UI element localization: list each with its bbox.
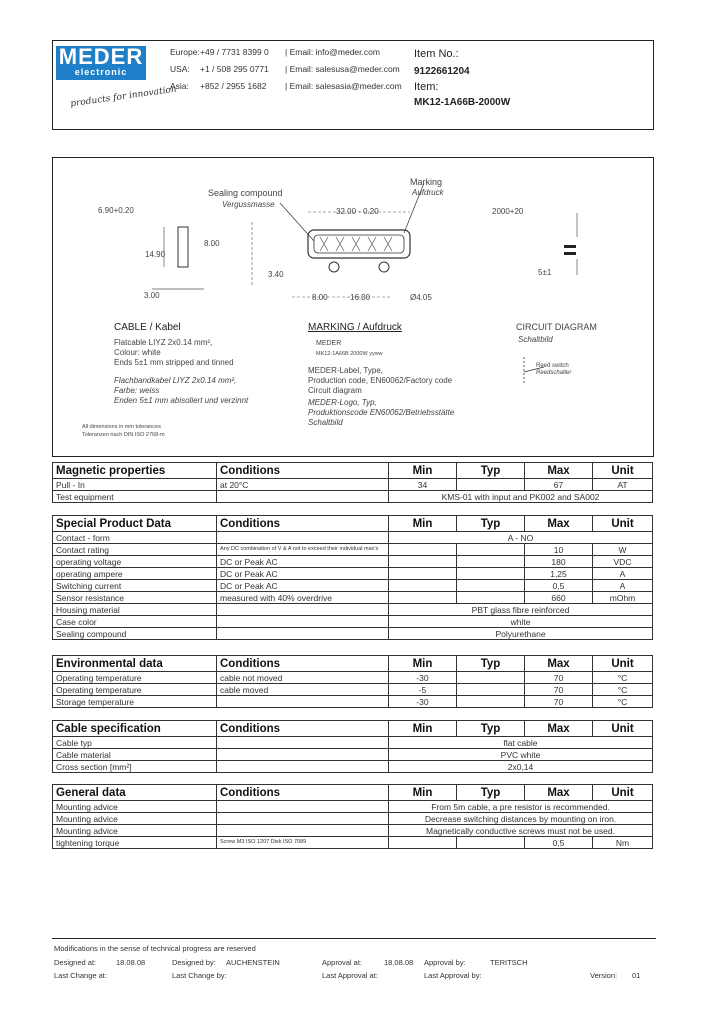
column-header: Conditions — [217, 721, 389, 737]
cell-typ — [457, 580, 525, 592]
contact-europe-email[interactable]: | Email: info@meder.com — [285, 47, 380, 57]
table-row — [53, 491, 653, 503]
cell-conditions — [217, 491, 389, 503]
cell-unit: VDC — [593, 556, 653, 568]
cell-conditions: DC or Peak AC — [217, 580, 389, 592]
column-header: Min — [389, 721, 457, 737]
contact-usa-phone: +1 / 508 295 0771 — [200, 64, 269, 74]
cell-max: 70 — [525, 696, 593, 708]
table-row — [53, 604, 653, 616]
table-row — [53, 813, 653, 825]
mounting-hole-left — [329, 262, 339, 272]
table-row — [53, 556, 653, 568]
table-row — [53, 749, 653, 761]
table-header-row — [53, 721, 653, 737]
label-vergussmasse: Vergussmasse — [222, 200, 275, 209]
cell-min: -5 — [389, 684, 457, 696]
dim-8-00-h: 8.00 — [312, 293, 328, 302]
column-header: Conditions — [217, 656, 389, 672]
version-label: Version: — [590, 971, 618, 980]
table-header-row — [53, 785, 653, 801]
column-header: Min — [389, 516, 457, 532]
tagline: products for innovation — [69, 84, 178, 110]
cell-unit: mOhm — [593, 592, 653, 604]
row-label: operating ampere — [53, 568, 217, 580]
row-label: operating voltage — [53, 556, 217, 568]
cell-max: 0,5 — [525, 837, 593, 849]
cell-unit: A — [593, 580, 653, 592]
cell-unit: Nm — [593, 837, 653, 849]
table-row — [53, 544, 653, 556]
cell-max: 180 — [525, 556, 593, 568]
table-row — [53, 580, 653, 592]
dim-16-00: 16.00 — [350, 293, 371, 302]
marking-line-de-2: Produktionscode EN60062/Betriebsstätte — [308, 408, 455, 417]
label-sealing-compound: Sealing compound — [208, 188, 283, 198]
cell-max: 70 — [525, 672, 593, 684]
cable-line-de-2: Farbe: weiss — [114, 386, 160, 395]
cell-conditions: measured with 40% overdrive — [217, 592, 389, 604]
column-header: Unit — [593, 516, 653, 532]
dim-32-00: 32.00 - 0.20 — [336, 207, 379, 216]
designed-by-label: Designed by: — [172, 958, 216, 967]
contact-usa-region: USA: — [170, 64, 190, 74]
cell-conditions — [217, 825, 389, 837]
column-header: Conditions — [217, 785, 389, 801]
reed-switch-label: Reed switch — [536, 363, 569, 369]
drawing-note-1: All dimensions in mm tolerances — [82, 424, 161, 430]
side-view-body — [178, 227, 188, 267]
table-row — [53, 616, 653, 628]
column-header: Conditions — [217, 516, 389, 532]
cell-value-span: 2x0,14 — [389, 761, 653, 773]
table-title: Special Product Data — [53, 516, 217, 532]
table-row — [53, 801, 653, 813]
table-title: Environmental data — [53, 656, 217, 672]
cell-conditions — [217, 749, 389, 761]
table-row — [53, 672, 653, 684]
marking-line-2: Production code, EN60062/Factory code — [308, 376, 453, 385]
cell-conditions: DC or Peak AC — [217, 556, 389, 568]
table-row — [53, 592, 653, 604]
contact-europe-phone: +49 / 7731 8399 0 — [200, 47, 269, 57]
cell-typ — [457, 556, 525, 568]
leader-line — [280, 203, 314, 241]
contact-asia-region: Asia: — [170, 81, 189, 91]
cell-min: 34 — [389, 479, 457, 491]
column-header: Max — [525, 656, 593, 672]
cable-line-de-3: Enden 5±1 mm abisoliert und verzinnt — [114, 396, 249, 405]
cell-min — [389, 580, 457, 592]
spec-table — [52, 720, 653, 773]
table-row — [53, 737, 653, 749]
table-header-row — [53, 463, 653, 479]
marking-sample-2: MK12-1A66B 2000W yyww — [316, 351, 383, 357]
cell-min — [389, 592, 457, 604]
column-header: Min — [389, 785, 457, 801]
cell-max: 10 — [525, 544, 593, 556]
cell-value-span: Polyurethane — [389, 628, 653, 640]
cable-line-2: Colour: white — [114, 348, 161, 357]
meder-logo — [56, 46, 146, 80]
row-label: Cable material — [53, 749, 217, 761]
cell-value-span: KMS-01 with input and PK002 and SA002 — [389, 491, 653, 503]
table-row — [53, 532, 653, 544]
contact-asia-phone: +852 / 2955 1682 — [200, 81, 267, 91]
row-label: Mounting advice — [53, 801, 217, 813]
cable-heading: CABLE / Kabel — [114, 322, 181, 333]
column-header: Typ — [457, 656, 525, 672]
cell-typ — [457, 672, 525, 684]
cable-end — [564, 245, 576, 248]
row-label: Mounting advice — [53, 813, 217, 825]
last-change-by-label: Last Change by: — [172, 971, 227, 980]
version-value: 01 — [632, 971, 641, 980]
dim-8-00-v: 8.00 — [204, 239, 220, 248]
column-header: Typ — [457, 785, 525, 801]
logo-sub: electronic — [74, 67, 128, 77]
cable-line-3: Ends 5±1 mm stripped and tinned — [114, 358, 234, 367]
approval-by-label: Approval by: — [424, 958, 466, 967]
cell-typ — [457, 592, 525, 604]
marking-line-1: MEDER-Label, Type, — [308, 366, 383, 375]
cell-conditions — [217, 737, 389, 749]
cell-value-span: A - NO — [389, 532, 653, 544]
cell-conditions — [217, 761, 389, 773]
cell-unit: A — [593, 568, 653, 580]
row-label: Operating temperature — [53, 684, 217, 696]
cell-conditions — [217, 628, 389, 640]
table-row — [53, 568, 653, 580]
cell-max: 1,25 — [525, 568, 593, 580]
last-approval-by-label: Last Approval by: — [424, 971, 482, 980]
table-title: General data — [53, 785, 217, 801]
marking-line-de-1: MEDER-Logo, Typ, — [308, 398, 377, 407]
marking-line-de-3: Schaltbild — [308, 418, 343, 427]
column-header: Typ — [457, 721, 525, 737]
dim-2000: 2000+20 — [492, 207, 524, 216]
circuit-sub: Schaltbild — [518, 335, 553, 344]
table-header-row — [53, 656, 653, 672]
cell-conditions: DC or Peak AC — [217, 568, 389, 580]
column-header: Min — [389, 463, 457, 479]
cell-max: 0,5 — [525, 580, 593, 592]
table-row — [53, 825, 653, 837]
column-header: Max — [525, 721, 593, 737]
label-marking: Marking — [410, 177, 443, 187]
row-label: tightening torque — [53, 837, 217, 849]
spec-table — [52, 784, 653, 849]
logo-main: MEDER — [58, 44, 144, 69]
marking-heading: MARKING / Aufdruck — [308, 322, 402, 333]
cell-conditions — [217, 801, 389, 813]
contact-europe-region: Europe: — [170, 47, 200, 57]
last-change-at-label: Last Change at: — [54, 971, 107, 980]
cell-value-span: Magnetically conductive screws must not be used. — [389, 825, 653, 837]
approval-by-value: TERITSCH — [490, 958, 528, 967]
drawing-note-2: Toleranzen nach DIN ISO 2768-m — [82, 432, 165, 438]
contact-asia-email[interactable]: | Email: salesasia@meder.com — [285, 81, 402, 91]
cell-conditions: Screw M3 ISO 1207 Disk ISO 7089 — [217, 837, 389, 849]
cell-conditions: at 20°C — [217, 479, 389, 491]
cable-line-1: Flatcable LIYZ 2x0.14 mm², — [114, 338, 213, 347]
table-row — [53, 696, 653, 708]
table-header-row — [53, 516, 653, 532]
dim-4-05: Ø4.05 — [410, 293, 432, 302]
item-label: Item: — [414, 81, 439, 93]
table-row — [53, 761, 653, 773]
spec-table — [52, 462, 653, 503]
row-label: Mounting advice — [53, 825, 217, 837]
column-header: Max — [525, 785, 593, 801]
cell-min: -30 — [389, 696, 457, 708]
marking-line-3: Circuit diagram — [308, 386, 362, 395]
cell-unit: W — [593, 544, 653, 556]
cell-typ — [457, 479, 525, 491]
cell-min — [389, 568, 457, 580]
reed-switch-label-de: Reedschalter — [536, 370, 572, 376]
approval-at-value: 18.08.08 — [384, 958, 414, 967]
cell-unit: °C — [593, 684, 653, 696]
table-title: Magnetic properties — [53, 463, 217, 479]
column-header: Max — [525, 463, 593, 479]
cell-unit: AT — [593, 479, 653, 491]
column-header: Unit — [593, 721, 653, 737]
hatch-pattern — [320, 237, 392, 251]
cell-conditions — [217, 616, 389, 628]
cell-min — [389, 837, 457, 849]
cell-conditions: Any DC combination of V & A not to exceed their individual max's — [217, 544, 389, 556]
mounting-hole-right — [379, 262, 389, 272]
approval-at-label: Approval at: — [322, 958, 363, 967]
table-row — [53, 684, 653, 696]
circuit-heading: CIRCUIT DIAGRAM — [516, 322, 597, 332]
cell-max: 67 — [525, 479, 593, 491]
item-value: MK12-1A66B-2000W — [414, 97, 511, 108]
cell-unit: °C — [593, 672, 653, 684]
cell-value-span: PBT glass fibre reinforced — [389, 604, 653, 616]
row-label: Contact - form — [53, 532, 217, 544]
table-row — [53, 628, 653, 640]
cell-typ — [457, 544, 525, 556]
spec-table — [52, 515, 653, 640]
cell-typ — [457, 684, 525, 696]
cell-value-span: From 5m cable, a pre resistor is recommended. — [389, 801, 653, 813]
column-header: Conditions — [217, 463, 389, 479]
column-header: Min — [389, 656, 457, 672]
cell-typ — [457, 837, 525, 849]
row-label: Storage temperature — [53, 696, 217, 708]
column-header: Typ — [457, 516, 525, 532]
table-row — [53, 837, 653, 849]
cell-conditions — [217, 813, 389, 825]
row-label: Cross section [mm²] — [53, 761, 217, 773]
row-label: Cable typ — [53, 737, 217, 749]
row-label: Operating temperature — [53, 672, 217, 684]
column-header: Max — [525, 516, 593, 532]
footer-modifications: Modifications in the sense of technical progress are reserved — [54, 944, 256, 953]
cell-typ — [457, 696, 525, 708]
cell-value-span: flat cable — [389, 737, 653, 749]
item-no-value: 9122661204 — [414, 66, 470, 77]
column-header: Unit — [593, 656, 653, 672]
column-header: Unit — [593, 785, 653, 801]
cell-conditions: cable moved — [217, 684, 389, 696]
cell-unit: °C — [593, 696, 653, 708]
cell-conditions — [217, 532, 389, 544]
spec-table — [52, 655, 653, 708]
cell-max: 70 — [525, 684, 593, 696]
column-header: Typ — [457, 463, 525, 479]
cable-line-de-1: Flachbandkabel LIYZ 2x0.14 mm², — [114, 376, 237, 385]
row-label: Test equipment — [53, 491, 217, 503]
table-title: Cable specification — [53, 721, 217, 737]
cell-value-span: Decrease switching distances by mounting on iron. — [389, 813, 653, 825]
cell-min — [389, 556, 457, 568]
cell-value-span: PVC white — [389, 749, 653, 761]
column-header: Unit — [593, 463, 653, 479]
cell-conditions — [217, 696, 389, 708]
designed-at-value: 18.08.08 — [116, 958, 146, 967]
cell-value-span: white — [389, 616, 653, 628]
housing-outline — [308, 230, 410, 258]
designed-at-label: Designed at: — [54, 958, 97, 967]
footer-divider — [52, 938, 656, 939]
dim-5: 5±1 — [538, 268, 552, 277]
table-row — [53, 479, 653, 491]
contact-usa-email[interactable]: | Email: salesusa@meder.com — [285, 64, 400, 74]
cell-typ — [457, 568, 525, 580]
label-aufdruck: Aufdruck — [412, 188, 444, 197]
cable-end — [564, 252, 576, 255]
cell-conditions: cable not moved — [217, 672, 389, 684]
row-label: Sealing compound — [53, 628, 217, 640]
cell-min: -30 — [389, 672, 457, 684]
cell-max: 660 — [525, 592, 593, 604]
row-label: Switching current — [53, 580, 217, 592]
row-label: Sensor resistance — [53, 592, 217, 604]
last-approval-at-label: Last Approval at: — [322, 971, 378, 980]
cell-conditions — [217, 604, 389, 616]
item-no-label: Item No.: — [414, 48, 459, 60]
row-label: Contact rating — [53, 544, 217, 556]
row-label: Housing material — [53, 604, 217, 616]
dim-14-90: 14.90 — [145, 250, 166, 259]
cell-min — [389, 544, 457, 556]
dim-6-90: 6.90+0.20 — [98, 206, 134, 215]
dim-3-00: 3.00 — [144, 291, 160, 300]
dim-3-40: 3.40 — [268, 270, 284, 279]
designed-by-value: AUCHENSTEIN — [226, 958, 280, 967]
row-label: Case color — [53, 616, 217, 628]
marking-sample-1: MEDER — [316, 340, 342, 347]
row-label: Pull - In — [53, 479, 217, 491]
